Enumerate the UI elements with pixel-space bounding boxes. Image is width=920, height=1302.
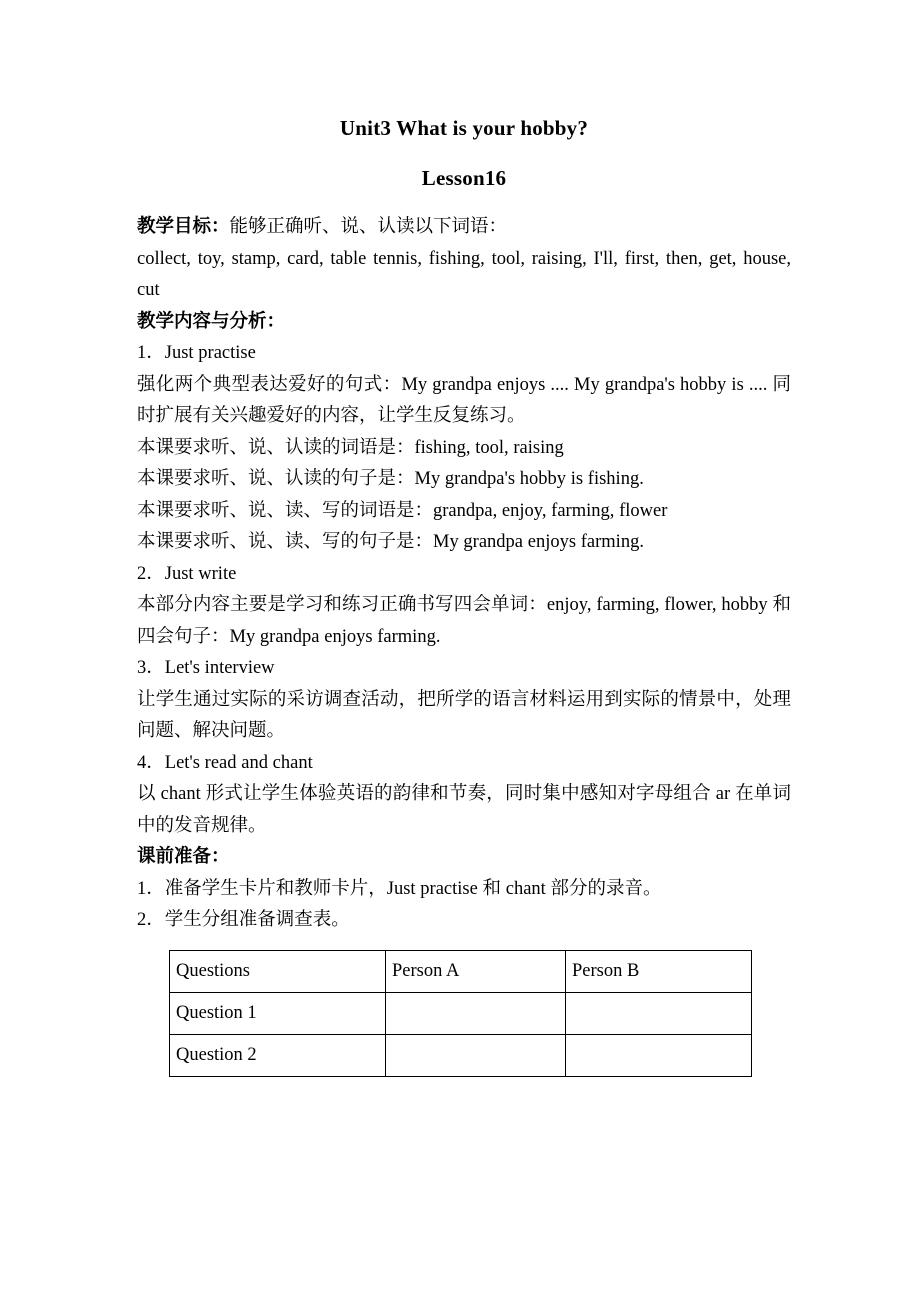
table-cell-question-2-person-a[interactable] [386, 1034, 566, 1076]
table-header-person-a: Person A [386, 950, 566, 992]
document-body [137, 0, 791, 1077]
content-item-1-detail-3: 本课要求听、说、读、写的词语是：grandpa, enjoy, farming, flower [137, 500, 668, 521]
preparation-item-1-number: 1． [137, 878, 165, 899]
table-cell-question-2-person-b[interactable] [566, 1034, 752, 1076]
content-item-1-title-line [137, 338, 791, 370]
table-header-row [170, 950, 752, 992]
page-title: Unit3 What is your hobby? [339, 116, 589, 140]
objectives-heading-line [137, 212, 791, 244]
survey-table [169, 950, 752, 1077]
preparation-item-2-text: 学生分组准备调查表。 [164, 910, 350, 930]
preparation-heading: 课前准备： [137, 847, 230, 867]
content-item-2-title: Just write [164, 563, 237, 584]
preparation-item-2 [137, 905, 791, 937]
table-row [170, 992, 752, 1034]
survey-table-wrapper [169, 950, 791, 1077]
table-cell-question-1-person-b[interactable] [566, 992, 752, 1034]
content-item-3-number: 3． [137, 658, 165, 678]
content-item-4-title-line [137, 748, 791, 780]
content-item-1-detail-2: 本课要求听、说、认读的句子是：My grandpa's hobby is fishing. [137, 469, 644, 489]
table-cell-question-2-label: Question 2 [170, 1034, 386, 1076]
content-analysis-heading: 教学内容与分析： [137, 311, 286, 332]
table-header-person-b: Person B [566, 950, 752, 992]
table-row [170, 1034, 752, 1076]
objectives-heading: 教学目标： [137, 217, 230, 237]
content-item-4-number: 4． [137, 752, 165, 773]
content-item-1-number: 1． [137, 343, 165, 363]
objectives-vocabulary: collect, toy, stamp, card, table tennis, fishing, tool, raising, I'll, first, then, get, house, cut [137, 248, 791, 300]
content-item-2-title-line [137, 559, 791, 591]
content-item-4-title: Let's read and chant [164, 752, 313, 773]
content-item-1-title: Just practise [164, 343, 256, 363]
content-item-2-body: 本部分内容主要是学习和练习正确书写四会单词：enjoy, farming, flower, hobby 和四会句子：My grandpa enjoys farming. [137, 595, 791, 647]
preparation-item-1-text: 准备学生卡片和教师卡片，Just practise 和 chant 部分的录音。 [164, 878, 662, 899]
content-item-3-body: 让学生通过实际的采访调查活动，把所学的语言材料运用到实际的情景中，处理问题、解决问题。 [137, 689, 791, 741]
preparation-item-2-number: 2． [137, 910, 165, 930]
content-item-1-body: 强化两个典型表达爱好的句式：My grandpa enjoys .... My grandpa's hobby is .... 同时扩展有关兴趣爱好的内容，让学生反复练习。 [137, 374, 791, 426]
content-item-3-title: Let's interview [164, 658, 275, 678]
table-cell-question-1-person-a[interactable] [386, 992, 566, 1034]
content-item-1-detail-1: 本课要求听、说、认读的词语是：fishing, tool, raising [137, 437, 564, 458]
table-cell-question-1-label: Question 1 [170, 992, 386, 1034]
page-subtitle: Lesson16 [421, 166, 507, 190]
table-header-questions: Questions [170, 950, 386, 992]
content-item-3-title-line [137, 653, 791, 685]
objectives-heading-tail: 能够正确听、说、认读以下词语： [229, 217, 508, 237]
content-item-2-number: 2． [137, 563, 165, 584]
content-item-4-body: 以 chant 形式让学生体验英语的韵律和节奏，同时集中感知对字母组合 ar 在单词中的发音规律。 [137, 784, 791, 836]
preparation-item-1 [137, 874, 791, 906]
content-item-1-detail-4: 本课要求听、说、读、写的句子是：My grandpa enjoys farming. [137, 532, 644, 552]
